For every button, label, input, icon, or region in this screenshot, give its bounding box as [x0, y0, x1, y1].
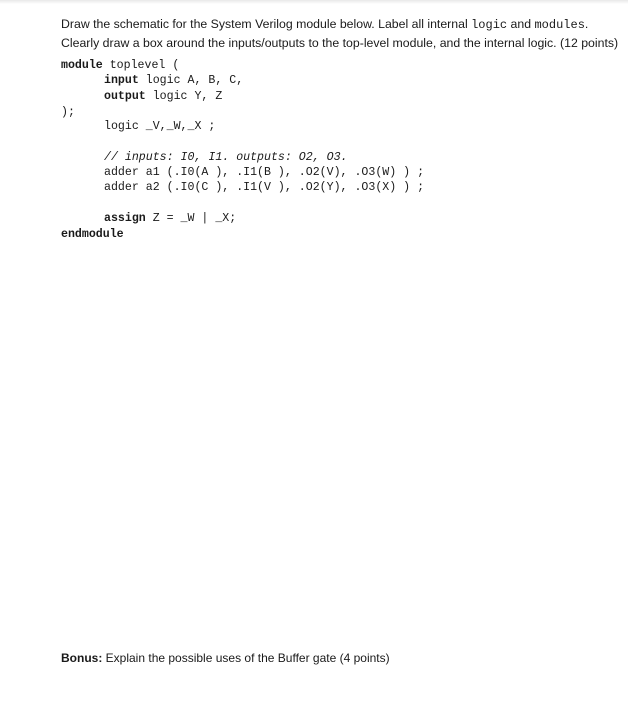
bonus-text: Explain the possible uses of the Buffer gate (4 points) — [102, 651, 390, 665]
question-code-modules: modules — [534, 18, 585, 32]
code-line-endmodule: endmodule — [61, 228, 124, 241]
code-output-rest: logic Y, Z — [145, 90, 223, 103]
code-line-logic-decl: logic _V,_W,_X ; — [104, 120, 216, 133]
question-text-2: and — [507, 17, 535, 31]
bonus-question — [61, 650, 390, 666]
page-top-edge — [0, 0, 628, 4]
question-code-logic: logic — [471, 18, 508, 32]
question-text-3: . Clearly draw a box around the inputs/outputs to the top-level module, and the internal logic. (12 points) — [61, 17, 619, 50]
code-module-head: toplevel ( — [102, 59, 180, 72]
bonus-label: Bonus: — [61, 651, 103, 665]
code-keyword-input: input — [104, 74, 139, 87]
code-line-output — [104, 90, 222, 104]
code-line-comment: // inputs: I0, I1. outputs: O2, O3. — [104, 151, 348, 164]
code-keyword-output: output — [104, 90, 146, 103]
question-prompt — [61, 15, 621, 52]
code-keyword-assign: assign — [104, 212, 146, 225]
question-text-1: Draw the schematic for the System Verilog module below. Label all internal — [61, 17, 472, 31]
code-line-adder-a2: adder a2 (.I0(C ), .I1(V ), .O2(Y), .O3(X) ) ; — [104, 181, 425, 194]
code-line-assign — [104, 212, 236, 226]
code-line-input — [104, 74, 243, 88]
code-input-rest: logic A, B, C, — [138, 74, 244, 87]
code-line-adder-a1: adder a1 (.I0(A ), .I1(B ), .O2(V), .O3(W) ) ; — [104, 166, 425, 179]
code-line-close-paren: ); — [61, 106, 75, 119]
code-keyword-module: module — [61, 59, 103, 72]
code-line-module — [61, 59, 179, 73]
code-assign-rest: Z = _W | _X; — [145, 212, 237, 225]
